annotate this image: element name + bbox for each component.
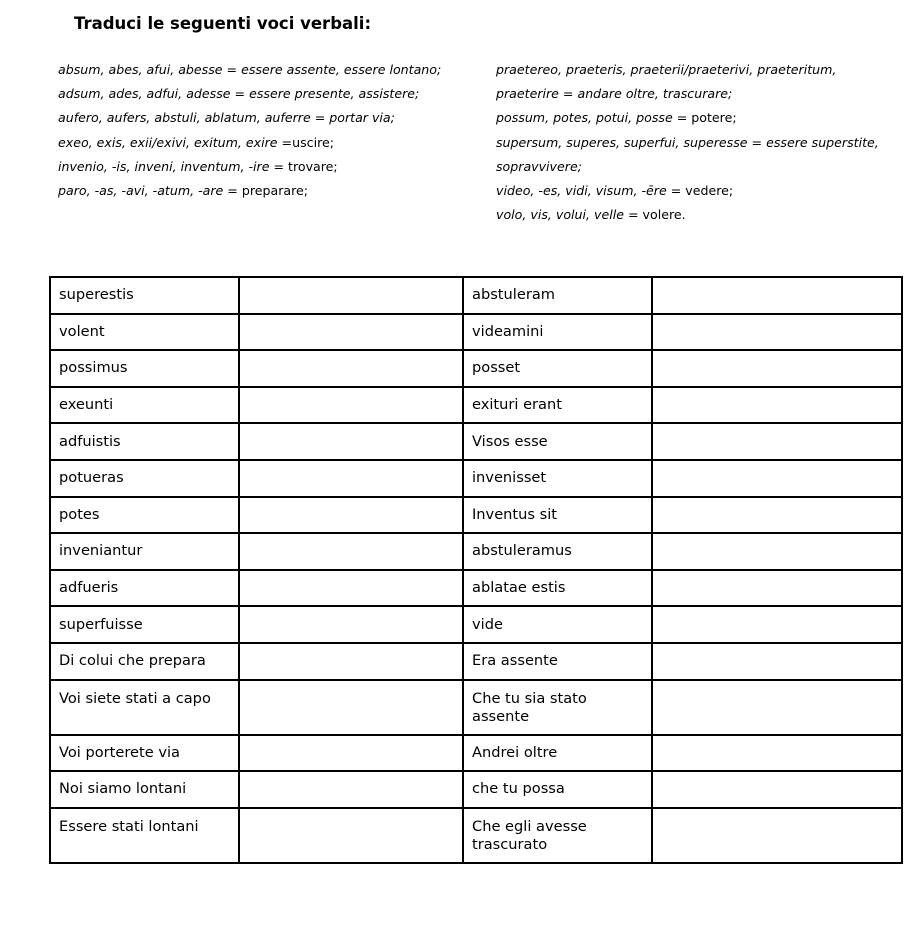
prompt-cell-left: superestis	[50, 277, 239, 314]
prompt-cell-right: exituri erant	[463, 387, 652, 424]
answer-cell-left[interactable]	[239, 808, 463, 863]
answer-cell-right[interactable]	[652, 735, 902, 772]
answer-cell-left[interactable]	[239, 570, 463, 607]
verb-entry: supersum, superes, superfui, superesse = essere superstite,	[496, 134, 879, 150]
prompt-cell-left: adfuistis	[50, 423, 239, 460]
answer-cell-right[interactable]	[652, 771, 902, 808]
answer-cell-left[interactable]	[239, 460, 463, 497]
table-row	[50, 387, 902, 424]
answer-cell-right[interactable]	[652, 387, 902, 424]
table-row	[50, 533, 902, 570]
prompt-cell-right: vide	[463, 606, 652, 643]
verb-list-left	[58, 58, 441, 203]
prompt-cell-right: Era assente	[463, 643, 652, 680]
table-row	[50, 460, 902, 497]
verb-entry: praetereo, praeteris, praeterii/praeterivi, praeteritum,	[496, 62, 837, 77]
prompt-cell-right: Andrei oltre	[463, 735, 652, 772]
answer-cell-right[interactable]	[652, 643, 902, 680]
prompt-cell-right: Visos esse	[463, 423, 652, 460]
verb-entry: paro, -as, -avi, -atum, -are = preparare;	[58, 183, 309, 199]
verb-entry: volo, vis, volui, velle = volere.	[496, 207, 686, 223]
prompt-cell-right: invenisset	[463, 460, 652, 497]
answer-cell-left[interactable]	[239, 277, 463, 314]
answer-cell-left[interactable]	[239, 423, 463, 460]
table-row	[50, 497, 902, 534]
prompt-cell-left: Voi porterete via	[50, 735, 239, 772]
verb-entry: adsum, ades, adfui, adesse = essere presente, assistere;	[58, 86, 420, 102]
table-row	[50, 735, 902, 772]
answer-cell-right[interactable]	[652, 277, 902, 314]
prompt-cell-right: che tu possa	[463, 771, 652, 808]
verb-entry: aufero, aufers, abstuli, ablatum, auferre = portar via;	[58, 110, 395, 126]
answer-cell-left[interactable]	[239, 497, 463, 534]
verb-entry: absum, abes, afui, abesse = essere assente, essere lontano;	[58, 62, 442, 77]
verb-entry: sopravvivere;	[496, 158, 582, 174]
prompt-cell-left: potueras	[50, 460, 239, 497]
table-row	[50, 680, 902, 735]
page-title: Traduci le seguenti voci verbali:	[74, 14, 372, 33]
answer-cell-right[interactable]	[652, 533, 902, 570]
answer-cell-left[interactable]	[239, 533, 463, 570]
answer-cell-left[interactable]	[239, 643, 463, 680]
verb-entry: exeo, exis, exii/exivi, exitum, exire =uscire;	[58, 134, 334, 150]
prompt-cell-left: superfuisse	[50, 606, 239, 643]
answer-cell-right[interactable]	[652, 350, 902, 387]
answer-cell-left[interactable]	[239, 314, 463, 351]
prompt-cell-right: abstuleramus	[463, 533, 652, 570]
verb-entry: video, -es, vidi, visum, -ēre = vedere;	[496, 183, 734, 199]
verb-list-right	[496, 58, 879, 227]
translation-table	[49, 276, 903, 864]
table-row	[50, 277, 902, 314]
verb-entry: possum, potes, potui, posse = potere;	[496, 110, 737, 126]
prompt-cell-left: Voi siete stati a capo	[50, 680, 239, 735]
prompt-cell-left: volent	[50, 314, 239, 351]
answer-cell-right[interactable]	[652, 808, 902, 863]
answer-cell-right[interactable]	[652, 497, 902, 534]
verb-entry: praeterire = andare oltre, trascurare;	[496, 86, 733, 102]
table-row	[50, 771, 902, 808]
table-row	[50, 606, 902, 643]
prompt-cell-left: Noi siamo lontani	[50, 771, 239, 808]
prompt-cell-right: Che egli avesse trascurato	[463, 808, 652, 863]
prompt-cell-right: videamini	[463, 314, 652, 351]
verb-entry: invenio, -is, inveni, inventum, -ire = trovare;	[58, 158, 338, 174]
answer-cell-left[interactable]	[239, 735, 463, 772]
answer-cell-right[interactable]	[652, 680, 902, 735]
prompt-cell-right: abstuleram	[463, 277, 652, 314]
table-row	[50, 350, 902, 387]
answer-cell-right[interactable]	[652, 314, 902, 351]
table-row	[50, 423, 902, 460]
table-row	[50, 570, 902, 607]
prompt-cell-left: exeunti	[50, 387, 239, 424]
prompt-cell-right: posset	[463, 350, 652, 387]
answer-cell-left[interactable]	[239, 771, 463, 808]
answer-cell-right[interactable]	[652, 423, 902, 460]
prompt-cell-left: Di colui che prepara	[50, 643, 239, 680]
prompt-cell-left: adfueris	[50, 570, 239, 607]
answer-cell-left[interactable]	[239, 680, 463, 735]
answer-cell-left[interactable]	[239, 606, 463, 643]
answer-cell-right[interactable]	[652, 570, 902, 607]
prompt-cell-right: Inventus sit	[463, 497, 652, 534]
prompt-cell-left: Essere stati lontani	[50, 808, 239, 863]
answer-cell-left[interactable]	[239, 387, 463, 424]
prompt-cell-right: Che tu sia stato assente	[463, 680, 652, 735]
table-row	[50, 643, 902, 680]
table-row	[50, 314, 902, 351]
answer-cell-right[interactable]	[652, 460, 902, 497]
answer-cell-right[interactable]	[652, 606, 902, 643]
prompt-cell-left: potes	[50, 497, 239, 534]
table-row	[50, 808, 902, 863]
prompt-cell-left: possimus	[50, 350, 239, 387]
prompt-cell-left: inveniantur	[50, 533, 239, 570]
answer-cell-left[interactable]	[239, 350, 463, 387]
prompt-cell-right: ablatae estis	[463, 570, 652, 607]
